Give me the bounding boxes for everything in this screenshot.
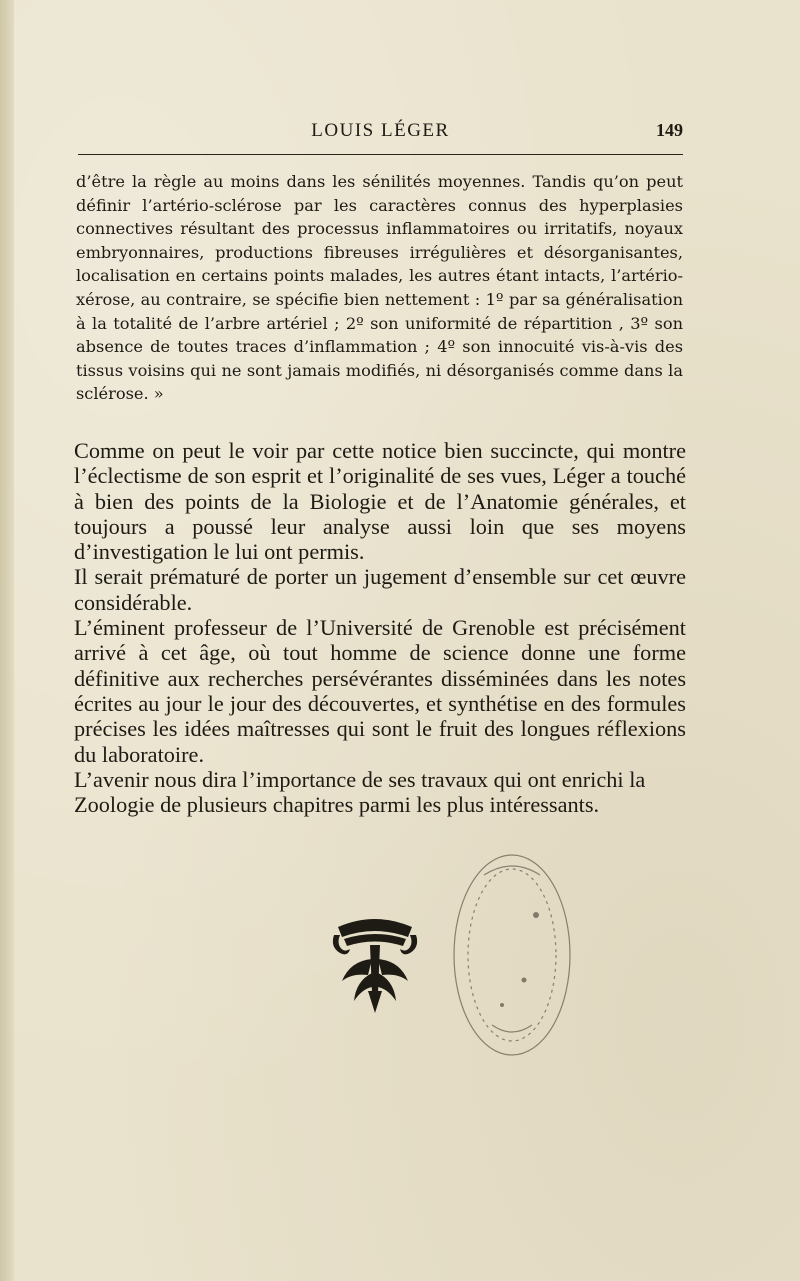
body-text: [74, 438, 686, 817]
library-stamp-icon: [432, 845, 582, 1095]
fleuron-ornament-icon: [330, 915, 420, 1015]
paragraph-4: L’avenir nous dira l’importance de ses travaux qui ont enrichi la Zoologie de plusieurs chapitres parmi les plus intéressants.: [74, 766, 646, 818]
running-head: LOUIS LÉGER: [311, 120, 450, 141]
page-number: 149: [656, 120, 683, 140]
paragraph-3: L’éminent professeur de l’Université de Grenoble est précisément arrivé à cet âge, où tout homme de science donne une forme définitive aux recherches persévérantes disséminées dans les notes écrites au jour le jour des découvertes, et synthétise en des formules précises les idées maîtresses qui sont le fruit des longues réflexions du laboratoire.: [74, 615, 686, 767]
paragraph-2: Il serait prématuré de porter un jugement d’ensemble sur cet œuvre considérable.: [74, 564, 686, 615]
page-edge: [0, 0, 14, 1281]
page-header: [78, 120, 683, 150]
paragraph-1: Comme on peut le voir par cette notice bien succincte, qui montre l’éclectisme de son esprit et l’originalité de ses vues, Léger a touché à bien des points de la Biologie et de l’Anatomie générales, et toujours a poussé leur analyse aussi loin que ses moyens d’investigation le lui ont permis.: [74, 438, 686, 565]
header-rule: [78, 154, 683, 155]
quoted-passage: d’être la règle au moins dans les sénilités moyennes. Tandis qu’on peut définir l’artério-sclérose par les caractères connus des hyperplasies connectives résultant des processus inflammatoires ou irritatifs, noyaux embryonnaires, productions fibreuses irrégulières et désorganisantes, localisation en certains points malades, les autres étant intacts, l’artério-xérose, au contraire, se spécifie bien nettement : 1º par sa généralisation à la totalité de l’arbre artériel ; 2º son uniformité de répartition , 3º son absence de toutes traces d’inflammation ; 4º son innocuité vis-à-vis des tissus voisins qui ne sont jamais modifiés, ni désorganisés comme dans la sclérose. »: [76, 172, 683, 404]
